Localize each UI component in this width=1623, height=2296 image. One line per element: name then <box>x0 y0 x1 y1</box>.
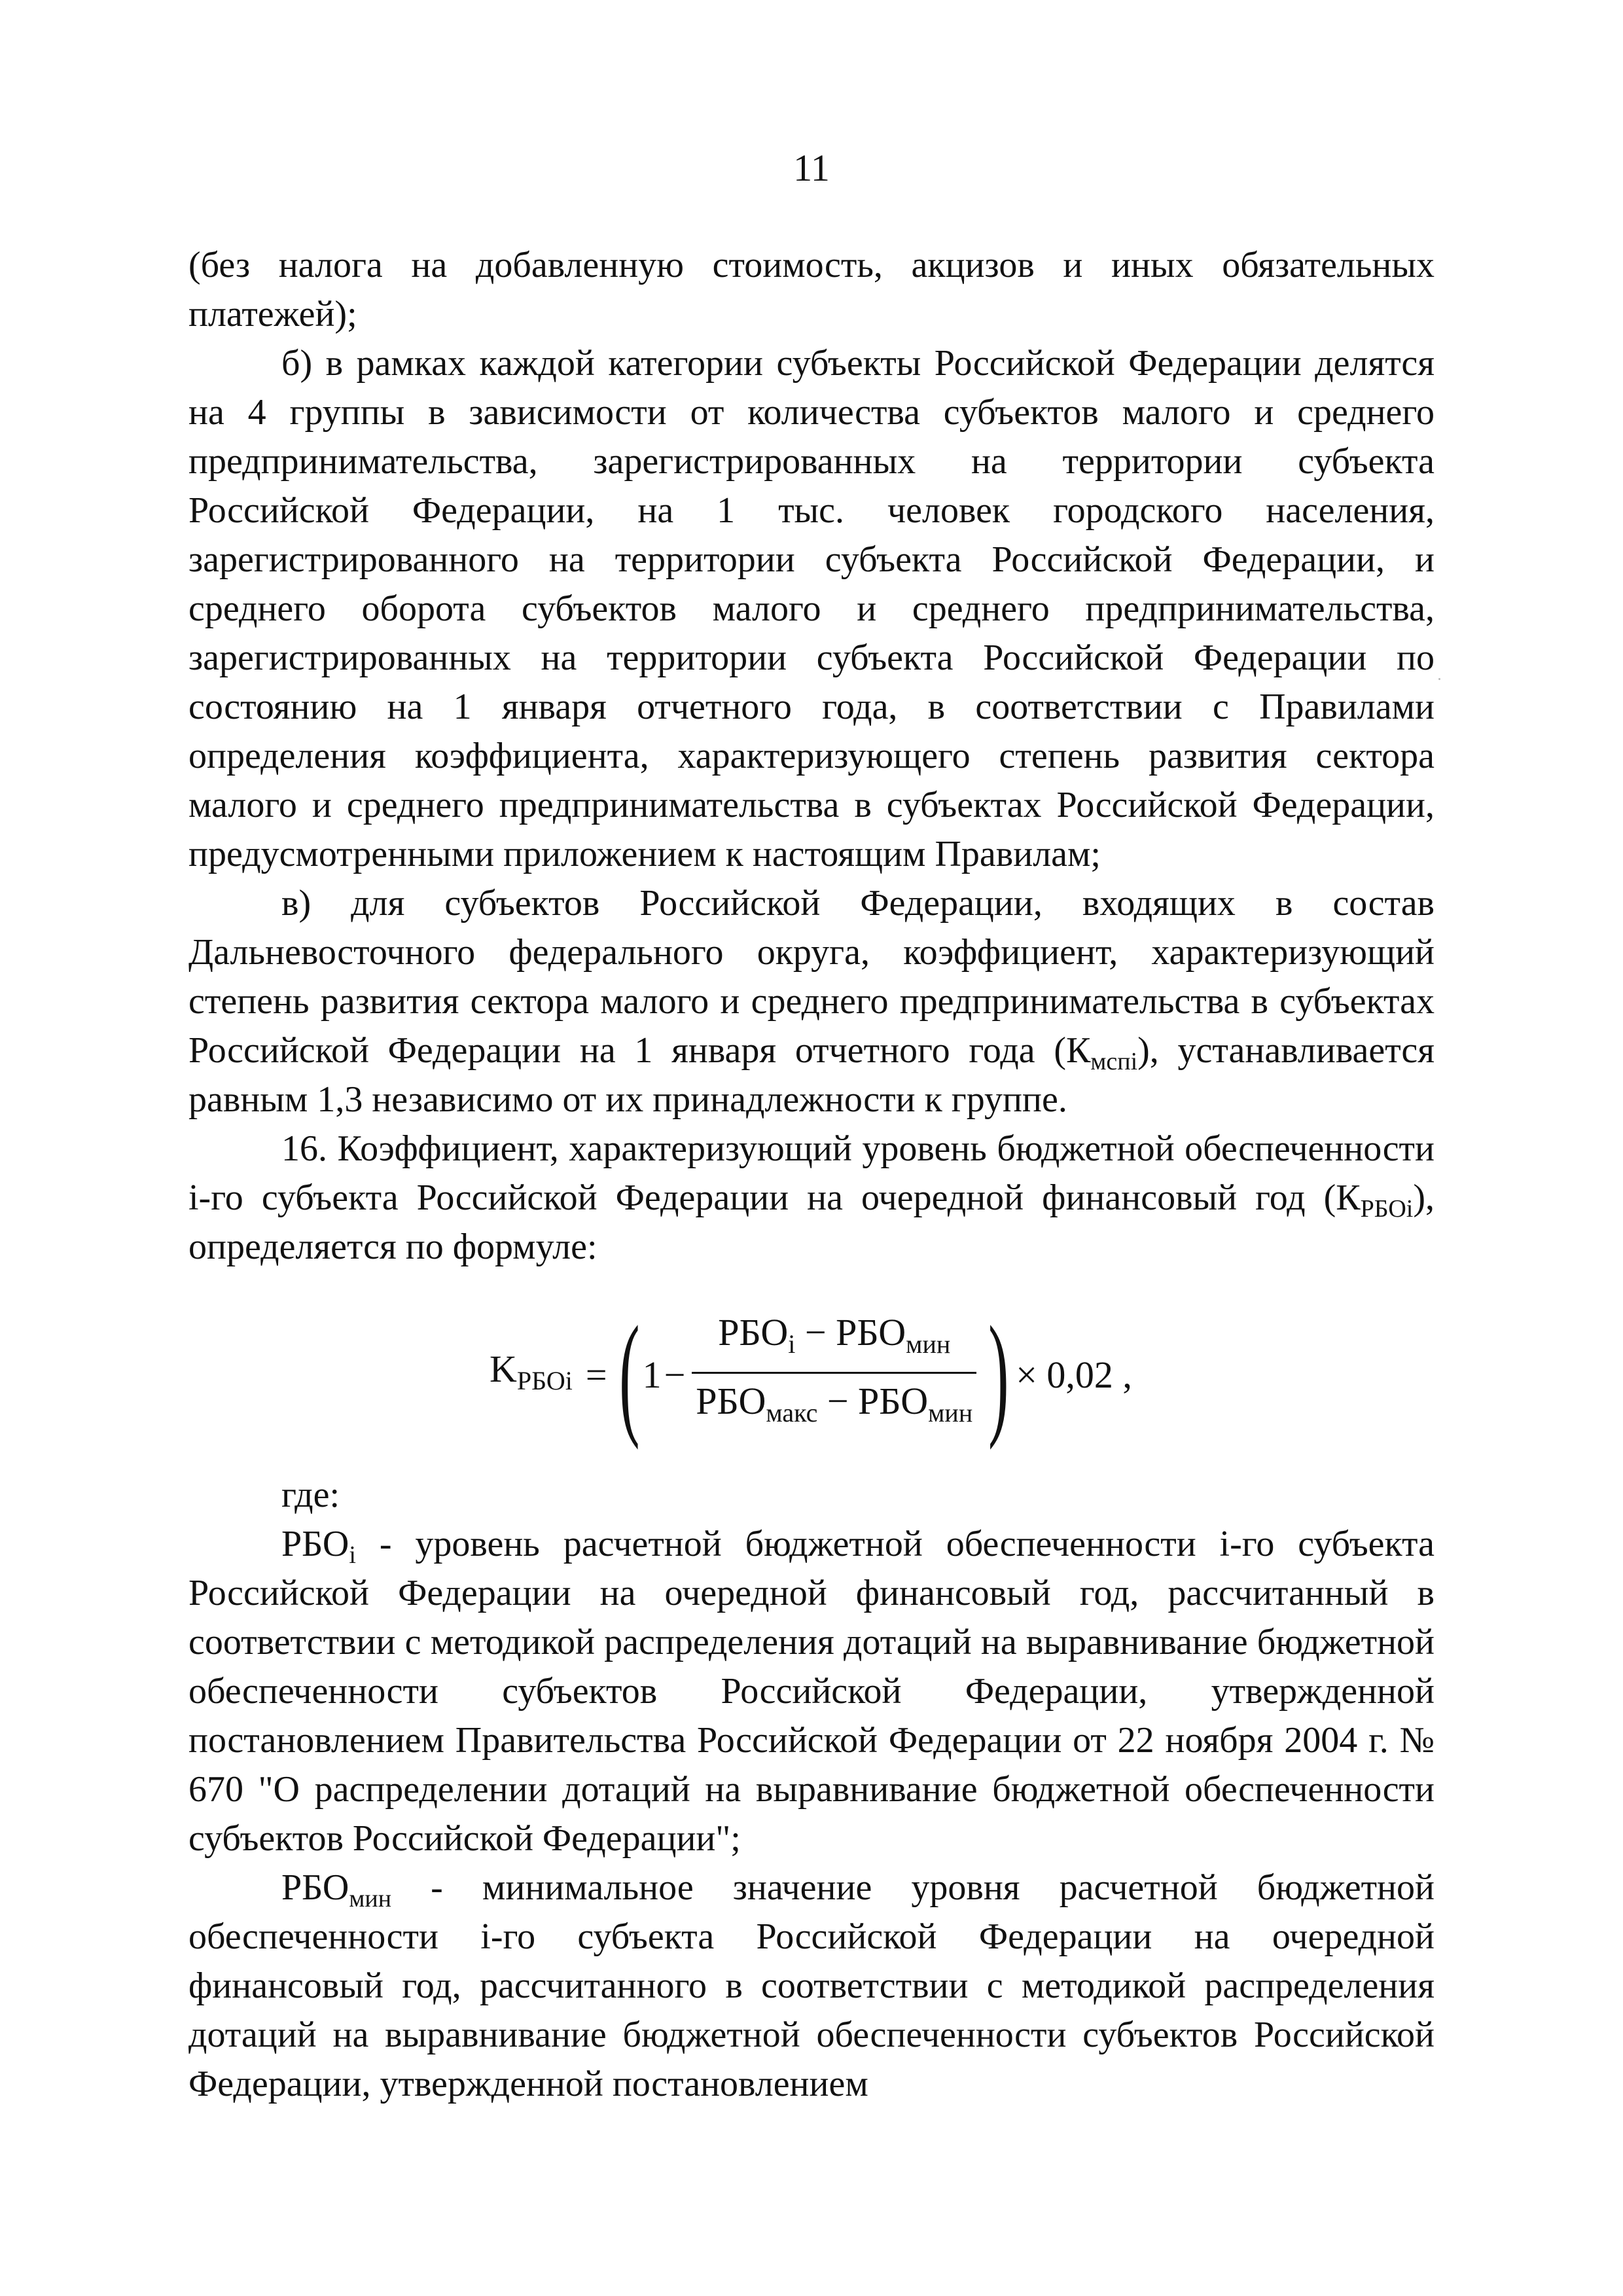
where-label: где: <box>281 1475 340 1515</box>
definition-rbo-i-term: РБО <box>281 1524 349 1564</box>
paragraph-item-v-text-start: в) для субъектов Российской Федерации, входящих в состав Дальневосточного федерального округа, коэффициент, характеризующий степень развития сектора малого и среднего предпринимательства в субъектах Российской Федерации на 1 января отчетного года (К <box>188 883 1435 1071</box>
formula-fraction <box>692 1308 976 1438</box>
formula-equals: = <box>585 1353 607 1396</box>
numerator-minus-rbo: − РБО <box>804 1310 906 1354</box>
formula-times-coefficient: × 0,02 , <box>1016 1353 1132 1396</box>
paragraph-item-v <box>188 879 1435 1124</box>
formula <box>490 1299 1132 1450</box>
formula-one: 1 <box>642 1353 662 1396</box>
formula-minus: − <box>664 1353 686 1396</box>
definition-rbo-min-subscript: мин <box>349 1885 392 1912</box>
document-body <box>188 241 1435 2109</box>
denominator-minus-rbo: − РБО <box>827 1379 929 1422</box>
k-rbo-subscript: РБОi <box>1360 1195 1414 1223</box>
formula-left-paren: ( <box>618 1299 640 1450</box>
definition-rbo-i <box>188 1520 1435 1863</box>
formula-numerator <box>714 1308 954 1369</box>
paragraph-item-b: б) в рамках каждой категории субъекты Российской Федерации делятся на 4 группы в зависимости от количества субъектов малого и среднего предпринимательства, зарегистрированных на территории субъекта Российской Федерации, на 1 тыс. человек городского населения, зарегистрированного на территории субъекта Российской Федерации, и среднего оборота субъектов малого и среднего предпринимательства, зарегистрированных на территории субъекта Российской Федерации по состоянию на 1 января отчетного года, в соответствии с Правилами определения коэффициента, характеризующего степень развития сектора малого и среднего предпринимательства в субъектах Российской Федерации, предусмотренными приложением к настоящим Правилам; <box>188 343 1435 874</box>
definition-rbo-i-subscript: i <box>349 1541 356 1569</box>
definition-rbo-min-text: - минимальное значение уровня расчетной бюджетной обеспеченности i-го субъекта Российской Федерации на очередной финансовый год, рассчитанного в соответствии с методикой распределения дотаций на выравнивание бюджетной обеспеченности субъектов Российской Федерации, утвержденной постановлением <box>188 1867 1435 2104</box>
paragraph-16-text-start: 16. Коэффициент, характеризующий уровень бюджетной обеспеченности i-го субъекта Российской Федерации на очередной финансовый год (К <box>188 1128 1435 1218</box>
denominator-rbo-max: РБО <box>696 1379 766 1422</box>
definition-rbo-min-term: РБО <box>281 1867 349 1908</box>
page-number: 11 <box>793 147 830 189</box>
formula-block <box>188 1299 1435 1450</box>
paragraph-16 <box>188 1124 1435 1272</box>
denominator-max-subscript: макс <box>766 1397 818 1427</box>
formula-k-letter: K <box>490 1347 517 1390</box>
formula-k <box>490 1344 573 1405</box>
numerator-min-subscript: мин <box>906 1329 951 1359</box>
numerator-i-subscript: i <box>788 1329 796 1359</box>
numerator-rbo-i: РБО <box>718 1310 789 1354</box>
k-msp-subscript: мспi <box>1090 1048 1138 1075</box>
scan-speck <box>1438 678 1440 680</box>
fraction-bar <box>692 1372 976 1374</box>
paragraph-item-v-text-end: ), устанавливается равным 1,3 независимо от их принадлежности к группе. <box>188 1030 1435 1120</box>
paragraph-continuation: (без налога на добавленную стоимость, акцизов и иных обязательных платежей); <box>188 245 1435 334</box>
formula-k-subscript: РБОi <box>516 1365 573 1395</box>
definition-rbo-min <box>188 1863 1435 2109</box>
paragraph-16-text-end: ), определяется по формуле: <box>188 1177 1435 1267</box>
definition-rbo-i-text: - уровень расчетной бюджетной обеспеченности i-го субъекта Российской Федерации на очередной финансовый год, рассчитанный в соответствии с методикой распределения дотаций на выравнивание бюджетной обеспеченности субъектов Российской Федерации, утвержденной постановлением Правительства Российской Федерации от 22 ноября 2004 г. № 670 "О распределении дотаций на выравнивание бюджетной обеспеченности субъектов Российской Федерации"; <box>188 1524 1435 1859</box>
denominator-min-subscript: мин <box>928 1397 973 1427</box>
formula-denominator <box>692 1376 976 1438</box>
formula-right-paren: ) <box>988 1299 1009 1450</box>
